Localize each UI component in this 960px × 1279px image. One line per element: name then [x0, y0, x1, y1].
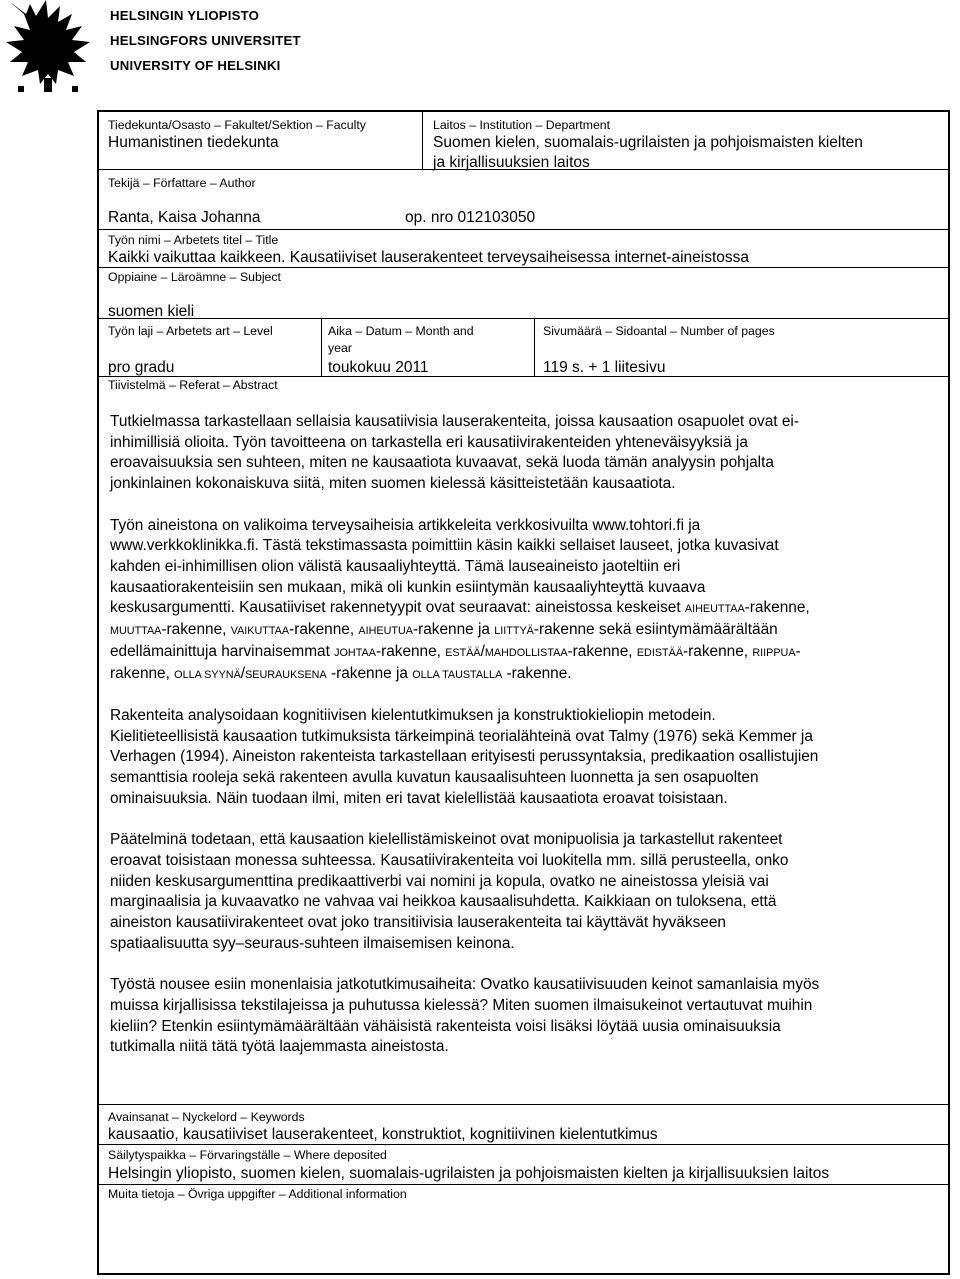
title-value: Kaikki vaikuttaa kaikkeen. Kausatiiviset lauserakenteet terveysaiheisessa internet-aineistossa	[108, 249, 750, 266]
university-logo	[0, 0, 96, 92]
abstract-paragraph-4: Päätelminä todetaan, että kausaation kielellistämiskeinot ovat monipuolisia ja tarkastellut rakenteet eroavat toisistaan monessa suhteessa. Kausatiivirakenteita voi luokitella mm. sillä perusteella, onko niiden keskusargumenttina predikaattiverbi vai nomini ja kopula, ovatko ne aineistossa yleisiä vai marginaalisia ja kuvaavatko ne vahvaa vai heikkoa kausaalisuhdetta. Kaikkiaan on tuloksena, että aineiston kausatiivirakenteet ovat joko transitiivisia lauserakenteita tai käyttävät hyväkseen spatiaalisuutta syy–seuraus-suhteen ilmaisemisen keinona.	[110, 831, 789, 952]
abstract-paragraph-3: Rakenteita analysoidaan kognitiivisen kielentutkimuksen ja konstruktiokieliopin metodein. Kielitieteellisistä kausaation tutkimuksista tärkeimpinä teorialähteinä ovat Talmy (1976) sekä Kemmer ja Verhagen (1994). Aineiston rakenteista tarkastellaan erityisesti perussyntaksia, predikaation osallistujien semanttisia rooleja sekä rakenteen avulla kuvatun kausaalisuhteen luonnetta ja sen osapuolten ominaisuuksia. Näin tuodaan ilmi, miten eri tavat kielellistää kausaatiota eroavat toisistaan.	[110, 707, 819, 807]
additional-info-label: Muita tietoja – Övriga uppgifter – Additional information	[108, 1187, 407, 1201]
date-label-line1: Aika – Datum – Month and	[328, 324, 474, 338]
abstract-label: Tiivistelmä – Referat – Abstract	[108, 378, 278, 392]
abstract-paragraph-1: Tutkielmassa tarkastellaan sellaisia kausatiivisia lauserakenteita, joissa kausaation osapuolet ovat ei- inhimillisiä olioita. Työn tavoitteena on tarkastella eri kausatiivirakenteiden yhteneväisyyksiä ja eroavaisuuksia sen suhteen, miten ne kausaatiota kuvaavat, sekä luoda tämän analyysin pohjalta jonkinlainen kokonaiskuva siitä, miten suomen kielessä käsitteistetään kausaatiota.	[110, 413, 799, 493]
student-number: op. nro 012103050	[405, 209, 536, 226]
level-label: Työn laji – Arbetets art – Level	[108, 324, 273, 338]
faculty-label: Tiedekunta/Osasto – Fakultet/Sektion – Faculty	[108, 118, 366, 132]
department-label: Laitos – Institution – Department	[433, 118, 611, 132]
abstract-paragraph-2: Työn aineistona on valikoima terveysaiheisia artikkeleita verkkosivuilta www.tohtori.fi ja www.verkkoklinikka.fi. Tästä tekstimassasta poimittiin käsin kaikki sellaiset lauseet, jotka kuvasivat kahden ei-inhimillisen olion välistä kausaaliyhteyttä. Tämä lauseaineisto jaoteltiin eri kausaatiorakenteisiin sen mukaan, mikä oli kunkin esiintymän kausaaliyhteyttä kuvaava keskusargumentti. Kausatiiviset rakennetyypit ovat seuraavat: aineistossa keskeiset AIHEUTTAA-rakenne, MUUTTAA-rakenne, VAIKUTTAA-rakenne, AIHEUTUA-rakenne ja LIITTYÄ-rakenne sekä esiintymämäärältään edellämainittuja harvinaisemmat JOHTAA-rakenne, ESTÄÄ/MAHDOLLISTAA-rakenne, EDISTÄÄ-rakenne, RIIPPUA- rakenne, OLLA SYYNÄ/SEURAUKSENA -rakenne ja OLLA TAUSTALLA -rakenne.	[110, 516, 810, 682]
divider-level-date	[321, 318, 322, 376]
deposited-label: Säilytyspaikka – Förvaringställe – Where deposited	[108, 1148, 387, 1162]
divider-faculty-department	[422, 111, 423, 169]
pages-label: Sivumäärä – Sidoantal – Number of pages	[543, 324, 775, 338]
author-label: Tekijä – Författare – Author	[108, 176, 256, 190]
department-value-line1: Suomen kielen, suomalais-ugrilaisten ja pohjoismaisten kielten	[433, 134, 863, 151]
keywords-label: Avainsanat – Nyckelord – Keywords	[108, 1110, 305, 1124]
keywords-value: kausaatio, kausatiiviset lauserakenteet, konstruktiot, kognitiivinen kielentutkimus	[108, 1126, 658, 1143]
faculty-value: Humanistinen tiedekunta	[108, 134, 279, 151]
department-value-line2: ja kirjallisuuksien laitos	[433, 154, 590, 171]
divider-line	[98, 229, 949, 230]
university-name-en: UNIVERSITY OF HELSINKI	[110, 58, 281, 73]
date-value: toukokuu 2011	[328, 359, 429, 376]
university-name-fi: HELSINGIN YLIOPISTO	[110, 8, 260, 23]
divider-line	[98, 376, 949, 377]
abstract-body	[110, 412, 950, 1079]
deposited-value: Helsingin yliopisto, suomen kielen, suomalais-ugrilaisten ja pohjoismaisten kielten ja kirjallisuuksien laitos	[108, 1165, 830, 1182]
abstract-paragraph-5: Työstä nousee esiin monenlaisia jatkotutkimusaiheita: Ovatko kausatiivisuuden keinot samanlaisia myös muissa kirjallisissa tekstilajeissa ja puhutussa kielessä? Miten suomen ilmaisukeinot vertautuvat muihin kieliin? Etenkin esiintymämäärältään vähäisistä rakenteista voisi lisäksi löytää uusia ominaisuuksia tutkimalla niitä tätä työtä laajemmasta aineistosta.	[110, 976, 820, 1056]
title-label: Työn nimi – Arbetets titel – Title	[108, 233, 279, 247]
level-value: pro gradu	[108, 359, 175, 376]
divider-date-pages	[534, 318, 535, 376]
author-value: Ranta, Kaisa Johanna	[108, 209, 261, 226]
pages-value: 119 s. + 1 liitesivu	[543, 359, 666, 376]
subject-value: suomen kieli	[108, 303, 195, 320]
divider-line	[98, 318, 949, 319]
divider-line	[98, 267, 949, 268]
divider-line	[98, 1184, 949, 1185]
university-name-sv: HELSINGFORS UNIVERSITET	[110, 33, 301, 48]
subject-label: Oppiaine – Läroämne – Subject	[108, 270, 281, 284]
date-label-line2: year	[328, 341, 352, 355]
divider-line	[98, 1144, 949, 1145]
divider-line	[98, 1104, 949, 1105]
